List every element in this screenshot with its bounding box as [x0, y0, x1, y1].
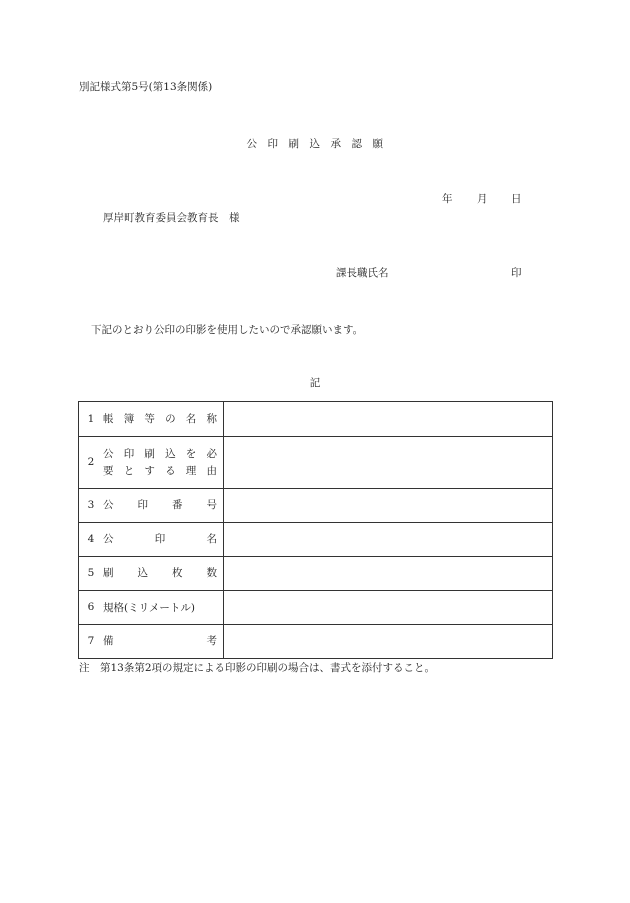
addressee: 厚岸町教育委員会教育長 様 [103, 212, 240, 224]
request-statement: 下記のとおり公印の印影を使用したいので承認願います。 [91, 324, 364, 336]
row-number: 3 [79, 489, 104, 523]
row-label-print-count: 刷 込 枚 数 [103, 557, 224, 591]
row-label-seal-number: 公 印 番 号 [103, 489, 224, 523]
row-label-remarks: 備 考 [103, 625, 224, 659]
row-number: 5 [79, 557, 104, 591]
value-cell[interactable] [224, 625, 553, 659]
table-row [79, 591, 553, 625]
date-month-label: 月 [477, 193, 488, 205]
value-cell[interactable] [224, 523, 553, 557]
value-cell[interactable] [224, 437, 553, 489]
row-number: 7 [79, 625, 104, 659]
value-cell[interactable] [224, 489, 553, 523]
ki-heading: 記 [309, 377, 321, 389]
table-row [79, 625, 553, 659]
row-number: 6 [79, 591, 104, 625]
row-label-dimensions: 規格(ミリメートル) [103, 591, 224, 625]
seal-label: 印 [511, 267, 522, 279]
items-table [78, 401, 553, 659]
date-year-label: 年 [442, 193, 453, 205]
sender-name-label: 課長職氏名 [336, 267, 389, 279]
row-number: 1 [79, 402, 104, 437]
row-number: 4 [79, 523, 104, 557]
table-row [79, 402, 553, 437]
footnote: 注 第13条第2項の規定による印影の印刷の場合は、書式を添付すること。 [79, 662, 436, 674]
table-row [79, 523, 553, 557]
table-row [79, 437, 553, 489]
table-row [79, 557, 553, 591]
table-row [79, 489, 553, 523]
document-title: 公印刷込承認願 [246, 138, 394, 150]
form-number: 別記様式第5号(第13条関係) [79, 81, 213, 93]
row-number: 2 [79, 437, 104, 489]
row-label-ledger-name: 帳 簿 等 の 名 称 [103, 402, 224, 437]
row-label-reason: 公 印 刷 込 を 必 要 と す る 理 由 [103, 437, 224, 489]
value-cell[interactable] [224, 557, 553, 591]
row-label-seal-name: 公 印 名 [103, 523, 224, 557]
value-cell[interactable] [224, 591, 553, 625]
value-cell[interactable] [224, 402, 553, 437]
date-day-label: 日 [511, 193, 522, 205]
